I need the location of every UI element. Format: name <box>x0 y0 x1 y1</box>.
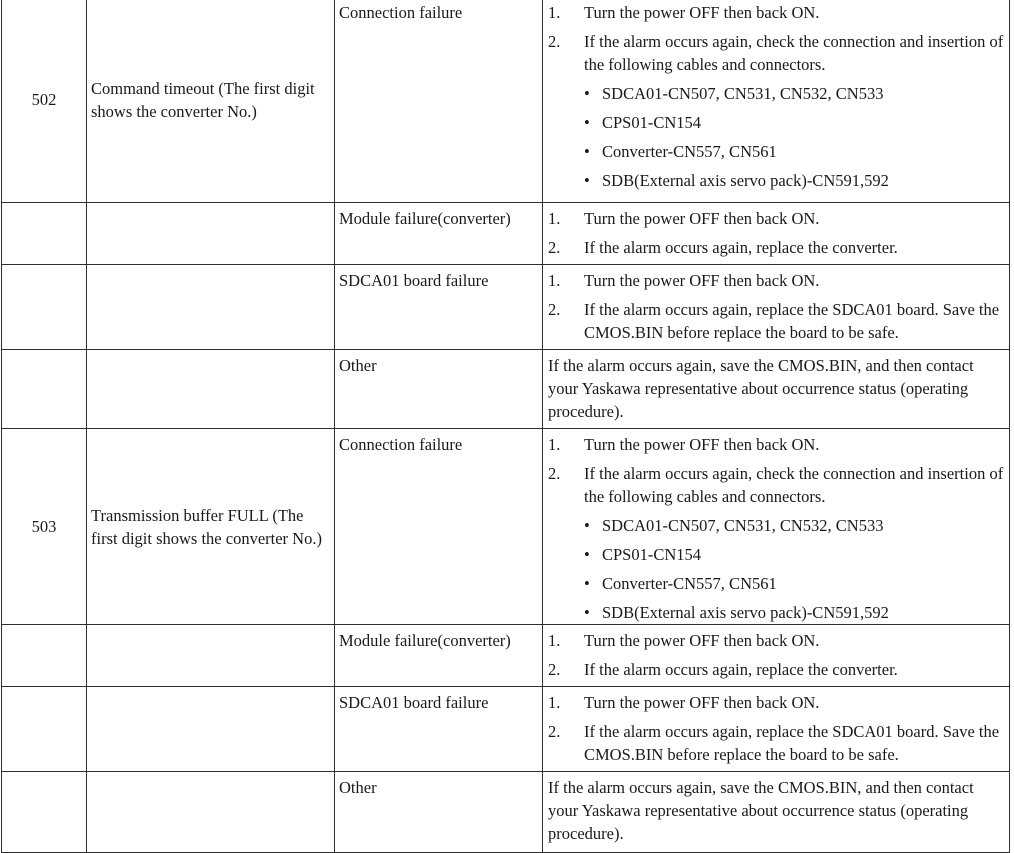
step-text: Turn the power OFF then back ON. <box>584 435 820 454</box>
step-number: 1. <box>548 435 561 454</box>
remedy-step <box>548 269 1005 292</box>
cause-cell <box>335 203 543 265</box>
step-number: 2. <box>548 32 561 51</box>
list-item <box>584 140 1005 163</box>
alarm-table-body <box>2 0 1010 853</box>
alarm-description: Transmission buffer FULL (The first digit shows the converter No.) <box>91 505 322 548</box>
alarm-description-cell <box>87 429 335 625</box>
cause-cell <box>335 772 543 853</box>
remedy-step <box>548 691 1005 714</box>
remedy-text: If the alarm occurs again, save the CMOS.BIN, and then contact your Yaskawa representative about occurrence status (operating procedure). <box>548 778 974 843</box>
step-number: 2. <box>548 660 561 679</box>
cause-text: Module failure(converter) <box>339 631 511 650</box>
bullet-icon: • <box>584 113 590 132</box>
step-text: Turn the power OFF then back ON. <box>584 693 820 712</box>
connector-text: CPS01-CN154 <box>602 113 702 132</box>
alarm-description-cell <box>87 625 335 687</box>
connector-text: CPS01-CN154 <box>602 545 702 564</box>
alarm-code-cell <box>2 265 87 350</box>
bullet-icon: • <box>584 171 590 190</box>
alarm-description-cell <box>87 772 335 853</box>
alarm-code-cell <box>2 203 87 265</box>
step-text: If the alarm occurs again, replace the SDCA01 board. Save the CMOS.BIN before replace the board to be safe. <box>584 722 1000 764</box>
bullet-icon: • <box>584 516 590 535</box>
cause-text: SDCA01 board failure <box>339 693 489 712</box>
alarm-description-cell <box>87 0 335 203</box>
connector-text: SDB(External axis servo pack)-CN591,592 <box>602 603 889 622</box>
list-item <box>584 514 1005 537</box>
cause-text: Connection failure <box>339 3 463 22</box>
table-row <box>2 772 1010 853</box>
bullet-icon: • <box>584 545 590 564</box>
cause-text: Module failure(converter) <box>339 209 511 228</box>
alarm-code: 502 <box>31 90 57 109</box>
step-number: 2. <box>548 238 561 257</box>
alarm-code-cell <box>2 625 87 687</box>
table-row <box>2 350 1010 429</box>
list-item <box>584 543 1005 566</box>
step-text: If the alarm occurs again, replace the converter. <box>584 238 898 257</box>
cause-cell <box>335 0 543 203</box>
remedy-cell <box>543 429 1010 625</box>
alarm-description-cell <box>87 265 335 350</box>
bullet-icon: • <box>584 142 590 161</box>
alarm-description-cell <box>87 687 335 772</box>
alarm-table <box>1 0 1010 853</box>
list-item <box>584 82 1005 105</box>
alarm-code: 503 <box>31 517 57 536</box>
cause-cell <box>335 265 543 350</box>
list-item <box>584 601 1005 624</box>
remedy-step <box>548 236 1005 259</box>
step-text: Turn the power OFF then back ON. <box>584 3 820 22</box>
table-row <box>2 625 1010 687</box>
step-text: If the alarm occurs again, replace the converter. <box>584 660 898 679</box>
alarm-code-cell <box>2 0 87 203</box>
step-number: 1. <box>548 209 561 228</box>
connector-text: SDB(External axis servo pack)-CN591,592 <box>602 171 889 190</box>
alarm-code-cell <box>2 772 87 853</box>
list-item <box>584 572 1005 595</box>
step-number: 2. <box>548 464 561 483</box>
table-row <box>2 0 1010 203</box>
remedy-step <box>548 462 1005 508</box>
cause-text: Other <box>339 356 377 375</box>
step-number: 1. <box>548 631 561 650</box>
alarm-code-cell <box>2 429 87 625</box>
cause-cell <box>335 350 543 429</box>
step-number: 1. <box>548 693 561 712</box>
cause-text: Other <box>339 778 377 797</box>
alarm-code-cell <box>2 350 87 429</box>
cause-text: SDCA01 board failure <box>339 271 489 290</box>
step-text: Turn the power OFF then back ON. <box>584 271 820 290</box>
remedy-cell <box>543 350 1010 429</box>
remedy-text: If the alarm occurs again, save the CMOS.BIN, and then contact your Yaskawa representative about occurrence status (operating procedure). <box>548 356 974 421</box>
connector-text: SDCA01-CN507, CN531, CN532, CN533 <box>602 516 884 535</box>
bullet-icon: • <box>584 84 590 103</box>
remedy-step <box>548 1 1005 24</box>
alarm-description-cell <box>87 350 335 429</box>
remedy-step <box>548 720 1005 766</box>
remedy-step <box>548 30 1005 76</box>
remedy-cell <box>543 265 1010 350</box>
step-text: If the alarm occurs again, check the connection and insertion of the following cables and connectors. <box>584 32 1004 74</box>
table-row <box>2 203 1010 265</box>
step-number: 1. <box>548 271 561 290</box>
connector-text: Converter-CN557, CN561 <box>602 142 777 161</box>
alarm-description-cell <box>87 203 335 265</box>
step-text: Turn the power OFF then back ON. <box>584 209 820 228</box>
step-text: If the alarm occurs again, replace the SDCA01 board. Save the CMOS.BIN before replace the board to be safe. <box>584 300 1000 342</box>
connector-list <box>548 514 1005 624</box>
remedy-cell <box>543 625 1010 687</box>
cause-text: Connection failure <box>339 435 463 454</box>
remedy-cell <box>543 772 1010 853</box>
bullet-icon: • <box>584 603 590 622</box>
table-row <box>2 687 1010 772</box>
step-number: 2. <box>548 722 561 741</box>
step-text: Turn the power OFF then back ON. <box>584 631 820 650</box>
list-item <box>584 111 1005 134</box>
step-number: 2. <box>548 300 561 319</box>
remedy-step <box>548 629 1005 652</box>
remedy-step <box>548 433 1005 456</box>
alarm-code-cell <box>2 687 87 772</box>
remedy-step <box>548 298 1005 344</box>
table-row <box>2 265 1010 350</box>
alarm-table-page <box>1 0 1010 853</box>
remedy-step <box>548 207 1005 230</box>
remedy-cell <box>543 203 1010 265</box>
cause-cell <box>335 687 543 772</box>
remedy-step <box>548 658 1005 681</box>
connector-text: SDCA01-CN507, CN531, CN532, CN533 <box>602 84 884 103</box>
cause-cell <box>335 625 543 687</box>
remedy-cell <box>543 687 1010 772</box>
list-item <box>584 169 1005 192</box>
table-row <box>2 429 1010 625</box>
bullet-icon: • <box>584 574 590 593</box>
step-text: If the alarm occurs again, check the connection and insertion of the following cables and connectors. <box>584 464 1004 506</box>
connector-text: Converter-CN557, CN561 <box>602 574 777 593</box>
alarm-description: Command timeout (The first digit shows the converter No.) <box>91 78 315 121</box>
step-number: 1. <box>548 3 561 22</box>
cause-cell <box>335 429 543 625</box>
connector-list <box>548 82 1005 192</box>
remedy-cell <box>543 0 1010 203</box>
